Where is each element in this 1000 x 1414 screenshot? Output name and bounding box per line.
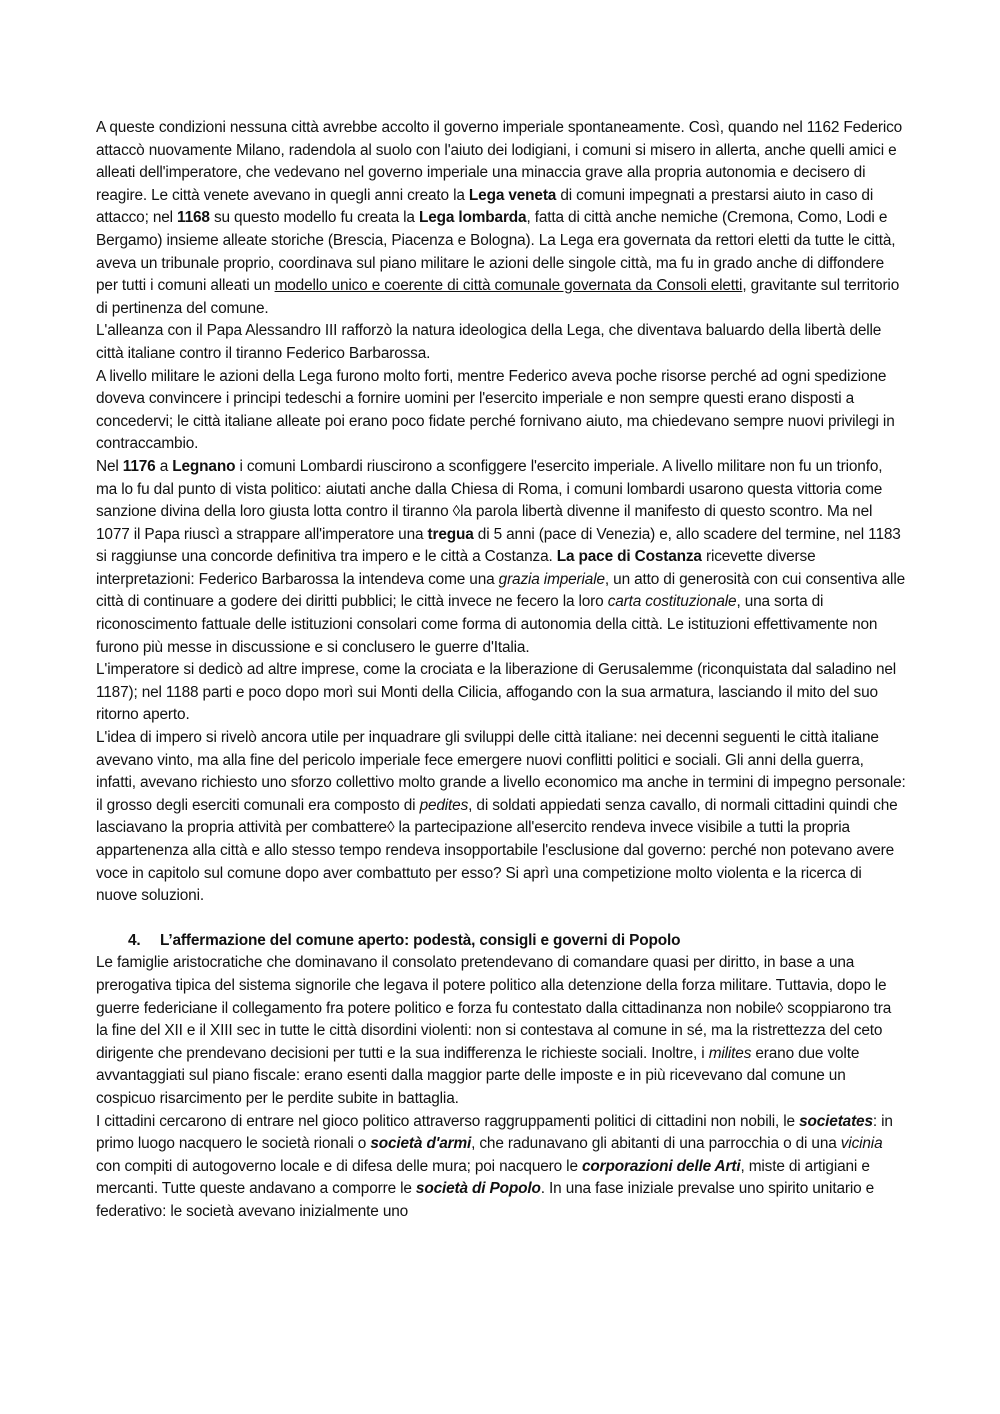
emphasized-text: La pace di Costanza xyxy=(556,548,702,566)
document-page xyxy=(96,117,906,1224)
text-run: A queste condizioni nessuna città avrebbe accolto il governo imperiale spontaneamente. Così, quando nel 1162 Federico attaccò nuovamente Milano, radendola al suolo con l'aiuto dei lodigiani, i comuni si misero in allerta, anche quelli amici e alleati dell'imperatore, che vedevano nel governo imperiale una minaccia grave alla propria autonomia e decisero di reagire. Le città venete avevano in quegli anni creato la xyxy=(96,119,903,204)
paragraph-societates xyxy=(96,1111,906,1224)
text-run: erano due volte avvantaggiati sul piano fiscale: erano esenti dalla maggior parte delle imposte e in più ricevevano dal comune un cospicuo risarcimento per le perdite subite in battaglia. xyxy=(96,1044,860,1107)
text-before-heading xyxy=(96,117,906,908)
emphasized-text: Legnano xyxy=(172,457,236,475)
text-run: i comuni Lombardi riuscirono a sconfiggere l'esercito imperiale. A livello militare non fu un trionfo, ma lo fu dal punto di vista politico: aiutati anche dalla Chiesa di Roma, i comuni lombardi usarono questa vittoria come sanzione divina della loro giusta lotta contro il tiranno ◊la parola libertà divenne il manifesto di questo scontro. Ma nel 1077 il Papa riuscì a strappare all'imperatore una xyxy=(96,457,883,543)
emphasized-text: tregua xyxy=(427,525,474,543)
text-run: ricevette diverse interpretazioni: Federico Barbarossa la intendeva come una xyxy=(96,548,816,588)
text-run: a xyxy=(155,457,173,475)
text-run: Le famiglie aristocratiche che dominavano il consolato pretendevano di comandare quasi per diritto, in base a una prerogativa tipica del sistema signorile che legava il potere politico alla detenzione della forza militare. Tuttavia, dopo le guerre federiciane il collegamento fra potere politico e forza fu contestato dalla cittadinanza non nobile◊ scoppiarono tra la fine del XII e il XIII sec in tutte le città disordini violenti: non si contestava al comune in sé, ma la ristrettezza del ceto dirigente che prendevano decisioni per tutti e la sua indifferenza le richieste sociali. Inoltre, i xyxy=(96,954,892,1062)
text-run: , un atto di generosità con cui consentiva alle città di continuare a godere dei diritti pubblici; le città invece ne fecero la loro xyxy=(96,570,906,611)
emphasized-text: milites xyxy=(708,1044,752,1062)
emphasized-text: Lega lombarda xyxy=(418,209,527,227)
text-run: L'idea di impero si rivelò ancora utile per inquadrare gli sviluppi delle città italiane: nei decenni seguenti le città italiane avevano vinto, ma alla fine del pericolo imperiale fece emergere nuovi conflitti politici e sociali. Gli anni della guerra, infatti, avevano richiesto uno sforzo collettivo molto grande a livello economico ma anche in termini di impegno personale: il grosso degli eserciti comunali era composto di xyxy=(96,729,906,814)
text-run: L'imperatore si dedicò ad altre imprese, come la crociata e la liberazione di Gerusalemme (riconquistata dal saladino nel 1187); nel 1188 parti e poco dopo morì sui Monti della Cilicia, affogando con la sua armatura, lasciando il mito del suo ritorno aperto. xyxy=(96,661,897,724)
paragraph-lega-lombarda xyxy=(96,117,906,320)
paragraph-famiglie-aristocratiche xyxy=(96,952,906,1110)
text-run: di comuni impegnati a prestarsi aiuto in caso di attacco; nel xyxy=(96,186,874,227)
paragraph-legnano-costanza xyxy=(96,456,906,659)
text-run: , una sorta di riconoscimento fattuale delle istituzioni consolari come forma di autonomia della città. Le istituzioni effettivamente non furono più messe in discussione e si conclusero le guerre d'Italia. xyxy=(96,593,878,656)
paragraph-azioni-militari xyxy=(96,366,906,456)
text-run: , di soldati appiedati senza cavallo, di normali cittadini quindi che lasciavano la propria attività per combattere◊ la partecipazione all'esercito rendeva invece visibile a tutti la propria appartenenza alla città e allo stesso tempo rendeva insopportabile l'esclusione dal governo: perché non potevano avere voce in capitolo sul comune dopo aver combattuto per esso? Si aprì una competizione molto violenta e la ricerca di nuove soluzioni. xyxy=(96,796,898,905)
paragraph-morte-imperatore xyxy=(96,659,906,727)
paragraph-alleanza-papa xyxy=(96,320,906,365)
emphasized-text: vicinia xyxy=(840,1135,883,1153)
text-run: , miste di artigiani e mercanti. Tutte queste andavano a comporre le xyxy=(96,1157,870,1198)
emphasized-text: societates xyxy=(799,1112,873,1130)
text-after-heading xyxy=(96,952,906,1223)
emphasized-text: carta costituzionale xyxy=(607,593,737,611)
emphasized-text: pedites xyxy=(419,796,469,814)
text-run: I cittadini cercarono di entrare nel gioco politico attraverso raggruppamenti politici di cittadini non nobili, le xyxy=(96,1112,800,1130)
emphasized-text: società di Popolo xyxy=(415,1180,541,1198)
emphasized-text: Lega veneta xyxy=(468,186,557,204)
text-run: , gravitante sul territorio di pertinenza del comune. xyxy=(96,277,900,317)
paragraph-idea-impero xyxy=(96,727,906,908)
section-title: L’affermazione del comune aperto: podestà, consigli e governi di Popolo xyxy=(160,931,681,949)
text-run: : in primo luogo nacquero le società rionali o xyxy=(96,1112,893,1153)
emphasized-text: 1176 xyxy=(122,457,156,475)
emphasized-text: corporazioni delle Arti xyxy=(581,1157,741,1175)
emphasized-text: modello unico e coerente di città comunale governata da Consoli eletti xyxy=(274,277,743,295)
text-run: Nel xyxy=(96,457,123,475)
text-run: di 5 anni (pace di Venezia) e, allo scadere del termine, nel 1183 si raggiunse una concorde definitiva tra impero e le città a Costanza. xyxy=(96,525,901,566)
section-heading xyxy=(96,930,906,953)
emphasized-text: 1168 xyxy=(177,209,210,227)
emphasized-text: società d'armi xyxy=(370,1135,472,1153)
section-number: 4. xyxy=(128,931,141,949)
text-run: . In una fase iniziale prevalse uno spirito unitario e federativo: le società avevano inizialmente uno xyxy=(96,1180,875,1220)
text-run: L'alleanza con il Papa Alessandro III rafforzò la natura ideologica della Lega, che diventava baluardo della libertà delle città italiane contro il tiranno Federico Barbarossa. xyxy=(96,322,882,362)
emphasized-text: grazia imperiale xyxy=(498,570,605,588)
text-run: , fatta di città anche nemiche (Cremona, Como, Lodi e Bergamo) insieme alleate storiche (Brescia, Piacenza e Bologna). La Lega era governata da rettori eletti da tutte le città, aveva un tribunale proprio, coordinava sul piano militare le azioni delle singole città, ma fu in grado anche di diffondere per tutti i comuni alleati un xyxy=(96,209,896,295)
text-run: con compiti di autogoverno locale e di difesa delle mura; poi nacquero le xyxy=(96,1157,582,1175)
text-run: , che radunavano gli abitanti di una parrocchia o di una xyxy=(471,1135,841,1153)
text-run: su questo modello fu creata la xyxy=(209,209,419,227)
text-run: A livello militare le azioni della Lega furono molto forti, mentre Federico aveva poche risorse perché ad ogni spedizione doveva convincere i principi tedeschi a fornire uomini per l'esercito imperiale e non sempre questi erano disposti a concedervi; le città italiane alleate poi erano poco fidate perché fornivano aiuto, ma chiedevano sempre nuovi privilegi in contraccambio. xyxy=(96,367,895,453)
